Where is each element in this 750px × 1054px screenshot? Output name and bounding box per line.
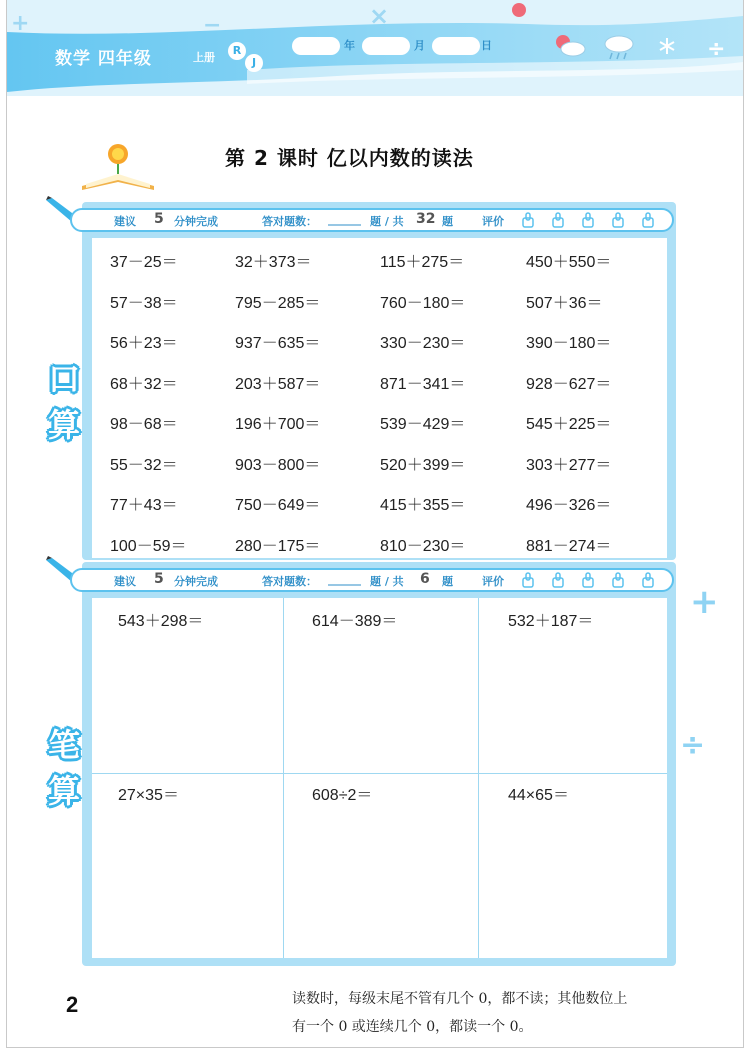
oral-problem: 115＋275＝ [380,254,465,271]
oral-problem: 937－635＝ [235,335,321,352]
svg-text:÷: ÷ [707,37,726,62]
snowflake-icon[interactable] [657,36,677,56]
unit-label: 题 [442,575,453,588]
oral-problem: 760－180＝ [380,294,466,312]
page-number: 2 [66,992,79,1017]
reading-rule-line-1: 读数时，每级末尾不管有几个 0，都不读；其他数位上 [292,991,628,1007]
subject-title: 数学 四年级 [55,49,152,69]
oral-problem: 196＋700＝ [235,416,321,433]
written-label-char-2: 算 [47,772,80,810]
oral-problem: 68＋32＝ [110,375,178,393]
oral-problem: 750－649＝ [235,497,321,514]
sun-icon[interactable] [509,0,529,20]
oral-problem: 520＋399＝ [380,456,466,474]
oral-problem: 928－627＝ [526,375,612,393]
correct-count-field[interactable]: ______ [328,213,361,226]
written-column-divider [478,598,479,958]
year-label: 年 [344,39,355,52]
term-label: 上册 [193,51,215,64]
correct-count-label: 答对题数： [262,575,317,588]
thumb-rating-5-icon[interactable] [640,212,656,228]
oral-problem: 450＋550＝ [526,254,612,271]
thumb-rating-2-icon[interactable] [550,572,566,588]
suggest-label: 建议 [114,575,136,588]
svg-text:×: × [369,2,390,30]
written-label-char-1: 笔 [47,726,80,764]
oral-problem: 415＋355＝ [380,497,466,514]
oral-problem: 77＋43＝ [110,497,178,514]
written-section-label [44,722,84,814]
divide-decoration-icon: ÷ [680,728,706,763]
rating-label: 评价 [482,215,504,228]
oral-problem: 100－59＝ [110,537,187,555]
total-count: 32 [416,211,436,227]
plus-decoration-icon: + [690,582,719,622]
rain-cloud-icon[interactable] [601,32,637,62]
of-total-label: 题 / 共 [370,215,404,228]
svg-text:+: + [11,11,30,36]
flower-book-icon [78,140,158,192]
written-info-bar [70,568,674,592]
correct-count-label: 答对题数： [262,215,317,228]
month-field[interactable] [362,37,410,55]
unit-label: 题 [442,215,453,228]
sun-cloud-icon[interactable] [551,32,587,58]
oral-problem: 539－429＝ [380,416,466,433]
oral-label-char-2: 算 [47,406,80,444]
oral-problem: 98－68＝ [110,416,178,433]
oral-problem: 37－25＝ [110,254,178,271]
thumb-rating-1-icon[interactable] [520,572,536,588]
oral-problem: 330－230＝ [380,335,466,352]
oral-problem: 390－180＝ [526,335,612,352]
oral-problem: 795－285＝ [235,294,321,312]
written-problem: 608÷2＝ [312,787,373,804]
oral-problem: 810－230＝ [380,537,466,555]
oral-problem: 55－32＝ [110,456,178,474]
month-label: 月 [414,39,425,52]
written-problem: 27×35＝ [118,787,179,804]
edition-badge-r: R [228,42,246,60]
svg-text:−: − [203,13,222,38]
lesson-title: 第 2 课时 亿以内数的读法 [225,146,474,170]
finish-label: 分钟完成 [174,575,218,588]
day-field[interactable] [432,37,480,55]
edition-badge-j: J [245,54,263,72]
oral-problem: 280－175＝ [235,537,321,555]
written-problem: 614－389＝ [312,613,398,630]
day-label: 日 [481,39,492,52]
oral-info-bar [70,208,674,232]
oral-problem: 56＋23＝ [110,335,178,352]
rating-label: 评价 [482,575,504,588]
written-answer-area [92,598,667,958]
year-field[interactable] [292,37,340,55]
of-total-label: 题 / 共 [370,575,404,588]
written-problem: 543＋298＝ [118,613,204,630]
finish-label: 分钟完成 [174,215,218,228]
oral-problem: 303＋277＝ [526,456,612,474]
suggest-minutes: 5 [154,571,164,587]
thumb-rating-1-icon[interactable] [520,212,536,228]
oral-problem: 545＋225＝ [526,416,612,433]
oral-problem: 32＋373＝ [235,254,312,271]
oral-problem: 507＋36＝ [526,294,603,312]
written-row-divider [92,773,667,774]
suggest-label: 建议 [114,215,136,228]
oral-label-char-1: 口 [47,360,80,398]
oral-problem: 871－341＝ [380,375,466,393]
reading-rule-line-2: 有一个 0 或连续几个 0，都读一个 0。 [292,1019,533,1035]
page-header [7,0,743,96]
thumb-rating-4-icon[interactable] [610,572,626,588]
oral-problem: 496－326＝ [526,497,612,514]
suggest-minutes: 5 [154,211,164,227]
written-problem: 532＋187＝ [508,613,594,630]
oral-problem: 881－274＝ [526,537,612,555]
correct-count-field[interactable]: ______ [328,573,361,586]
thumb-rating-3-icon[interactable] [580,212,596,228]
total-count: 6 [420,571,430,587]
thumb-rating-5-icon[interactable] [640,572,656,588]
thumb-rating-4-icon[interactable] [610,212,626,228]
oral-section-label [44,356,84,448]
written-problem: 44×65＝ [508,787,569,804]
thumb-rating-2-icon[interactable] [550,212,566,228]
written-column-divider [283,598,284,958]
oral-problem: 903－800＝ [235,456,321,474]
oral-problem: 57－38＝ [110,294,178,312]
thumb-rating-3-icon[interactable] [580,572,596,588]
oral-problem: 203＋587＝ [235,375,321,393]
